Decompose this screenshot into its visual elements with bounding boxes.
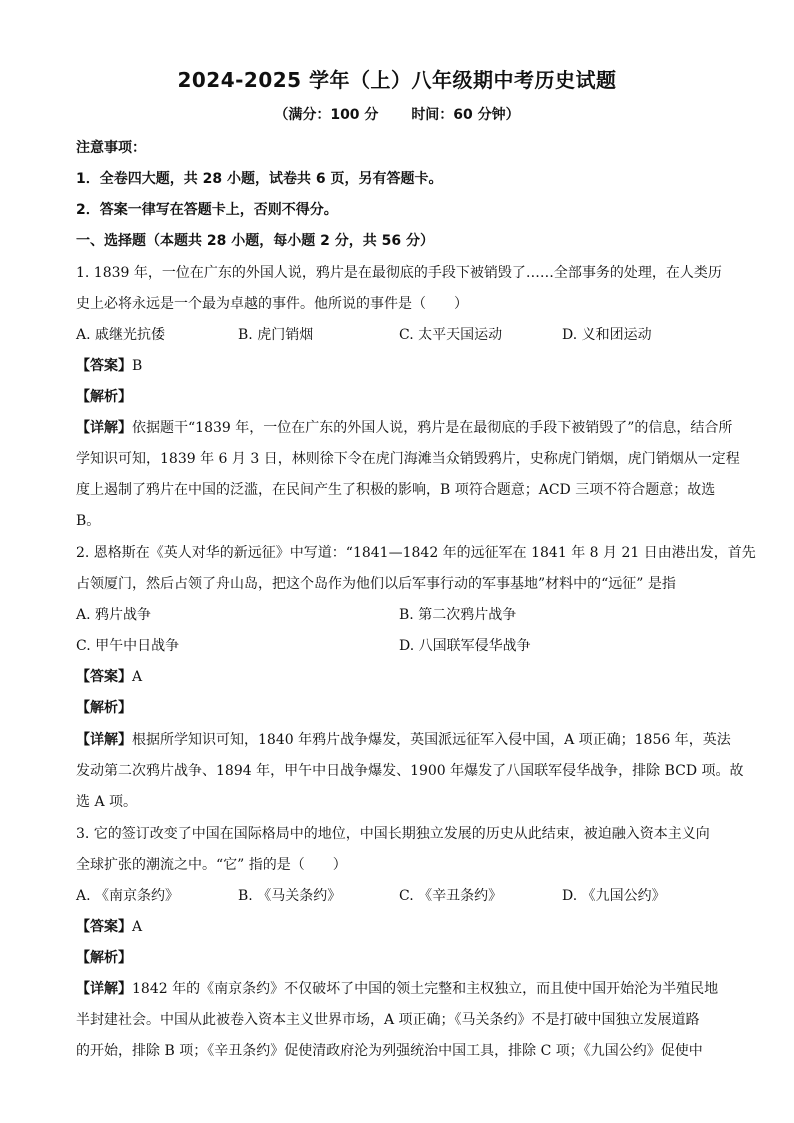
q3-option-a: A. 《南京条约》 <box>76 888 180 904</box>
q1-option-b: B. 虎门销烟 <box>238 327 314 343</box>
question-2-options-row-1 <box>76 604 726 624</box>
q1-option-d: D. 义和团运动 <box>562 327 652 343</box>
q3-option-c: C. 《辛丑条约》 <box>399 888 503 904</box>
q2-option-c: C. 甲午中日战争 <box>76 638 180 654</box>
q1-detail-line-1 <box>76 417 733 437</box>
q1-analysis-label: 【解析】 <box>76 389 132 405</box>
answer-value: A <box>132 669 143 685</box>
notice-item-2: 2．答案一律写在答题卡上，否则不得分。 <box>76 202 338 218</box>
q1-detail-line-2: 学知识可知，1839 年 6 月 3 日，林则徐下令在虎门海滩当众销毁鸦片，史称虎门销烟，虎门销烟从一定程 <box>76 451 740 467</box>
detail-text: 依据题干“1839 年，一位在广东的外国人说，鸦片是在最彻底的手段下被销毁了”的信息，结合所 <box>132 420 733 436</box>
detail-text: 1842 年的《南京条约》不仅破坏了中国的领土完整和主权独立，而且使中国开始沦为半殖民地 <box>132 981 719 997</box>
answer-value: B <box>132 358 143 374</box>
q1-detail-line-4: B。 <box>76 513 101 529</box>
q3-detail-line-3: 的开始，排除 B 项；《辛丑条约》促使清政府沦为列强统治中国工具，排除 C 项；《九国公约》促使中 <box>76 1043 703 1059</box>
q2-answer <box>76 666 726 686</box>
question-3-options <box>76 885 726 905</box>
q2-option-b: B. 第二次鸦片战争 <box>399 607 517 623</box>
q2-option-d: D. 八国联军侵华战争 <box>399 638 531 654</box>
detail-label: 【详解】 <box>76 420 132 436</box>
answer-label: 【答案】 <box>76 358 132 374</box>
exam-title: 2024-2025 学年（上）八年级期中考历史试题 <box>177 68 617 92</box>
q3-detail-line-2: 半封建社会。中国从此被卷入资本主义世界市场，A 项正确；《马关条约》不是打破中国独立发展道路 <box>76 1012 700 1028</box>
time-info: 时间：60 分钟） <box>411 107 520 123</box>
question-3-line-1: 3. 它的签订改变了中国在国际格局中的地位，中国长期独立发展的历史从此结束，被迫融入资本主义向 <box>76 826 710 842</box>
section-heading: 一、选择题（本题共 28 小题，每小题 2 分，共 56 分） <box>76 233 434 249</box>
detail-label: 【详解】 <box>76 732 132 748</box>
exam-subtitle <box>0 104 794 124</box>
question-1-options <box>76 324 726 344</box>
q2-option-a: A. 鸦片战争 <box>76 607 152 623</box>
q1-detail-line-3: 度上遏制了鸦片在中国的泛滥，在民间产生了积极的影响，B 项符合题意；ACD 三项不符合题意；故选 <box>76 482 716 498</box>
q1-option-c: C. 太平天国运动 <box>399 327 503 343</box>
notice-heading: 注意事项： <box>76 140 146 156</box>
detail-label: 【详解】 <box>76 981 132 997</box>
q3-option-b: B. 《马关条约》 <box>238 888 342 904</box>
question-2-line-1: 2. 恩格斯在《英人对华的新远征》中写道：“1841—1842 年的远征军在 1841 年 8 月 21 日由港出发，首先 <box>76 545 756 561</box>
notice-item-1: 1．全卷四大题，共 28 小题，试卷共 6 页，另有答题卡。 <box>76 171 443 187</box>
answer-value: A <box>132 919 143 935</box>
q2-analysis-label: 【解析】 <box>76 700 132 716</box>
question-2-options-row-2 <box>76 635 726 655</box>
q1-answer <box>76 355 726 375</box>
q3-analysis-label: 【解析】 <box>76 950 132 966</box>
q2-detail-line-2: 发动第二次鸦片战争、1894 年，甲午中日战争爆发、1900 年爆发了八国联军侵华战争，排除 BCD 项。故 <box>76 763 744 779</box>
q3-detail-line-1 <box>76 978 726 998</box>
question-2-line-2: 占领厦门，然后占领了舟山岛，把这个岛作为他们以后军事行动的军事基地”材料中的“远征” 是指 <box>76 576 676 592</box>
answer-label: 【答案】 <box>76 919 132 935</box>
question-1-line-1: 1. 1839 年，一位在广东的外国人说，鸦片是在最彻底的手段下被销毁了……全部事务的处理，在人类历 <box>76 265 722 281</box>
score-info: （满分：100 分 <box>274 107 379 123</box>
detail-text: 根据所学知识可知，1840 年鸦片战争爆发，英国派远征军入侵中国，A 项正确；1856 年，英法 <box>132 732 731 748</box>
q3-option-d: D. 《九国公约》 <box>562 888 666 904</box>
q2-detail-line-1 <box>76 729 731 749</box>
q2-detail-line-3: 选 A 项。 <box>76 794 138 810</box>
q3-answer <box>76 916 726 936</box>
q1-option-a: A. 戚继光抗倭 <box>76 327 166 343</box>
answer-label: 【答案】 <box>76 669 132 685</box>
question-3-line-2: 全球扩张的潮流之中。“它” 指的是（ ） <box>76 857 347 873</box>
question-1-line-2: 史上必将永远是一个最为卓越的事件。他所说的事件是（ ） <box>76 296 468 312</box>
